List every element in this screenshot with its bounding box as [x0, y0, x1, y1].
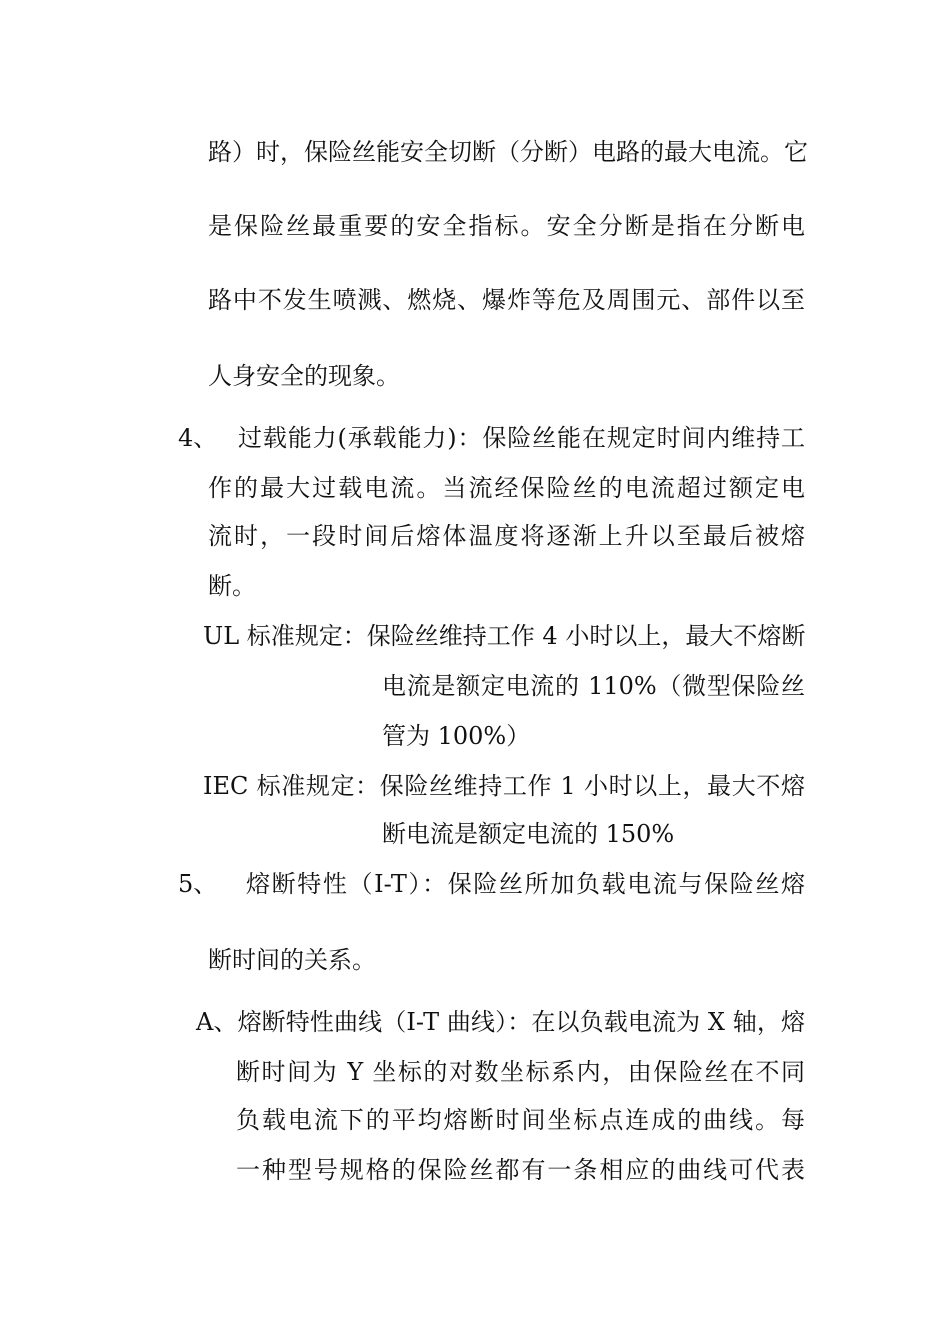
ul-standard-line: 电流是额定电流的 110%（微型保险丝: [382, 672, 805, 700]
iec-standard-line: 断电流是额定电流的 150%: [382, 820, 675, 848]
paragraph-line: 断。: [208, 572, 256, 600]
paragraph-line: 人身安全的现象。: [208, 362, 400, 390]
list-item-heading: 熔断特性（I-T）：保险丝所加负载电流与保险丝熔: [246, 870, 805, 898]
paragraph-line: 路）时，保险丝能安全切断（分断）电路的最大电流。它: [208, 138, 808, 166]
list-number: 5、: [178, 870, 218, 898]
paragraph-line: 路中不发生喷溅、燃烧、爆炸等危及周围元、部件以至: [208, 286, 805, 314]
list-number: 4、: [178, 424, 218, 452]
paragraph-line: 一种型号规格的保险丝都有一条相应的曲线可代表: [236, 1156, 805, 1184]
paragraph-line: 作的最大过载电流。当流经保险丝的电流超过额定电: [208, 474, 805, 502]
paragraph-line: 流时，一段时间后熔体温度将逐渐上升以至最后被熔: [208, 522, 805, 550]
paragraph-line: 断时间为 Y 坐标的对数坐标系内，由保险丝在不同: [236, 1058, 805, 1086]
paragraph-line: 负载电流下的平均熔断时间坐标点连成的曲线。每: [236, 1106, 805, 1134]
paragraph-line: 断时间的关系。: [208, 946, 376, 974]
ul-standard-line: UL 标准规定：保险丝维持工作 4 小时以上，最大不熔断: [203, 622, 806, 650]
list-item-heading: 过载能力(承载能力)：保险丝能在规定时间内维持工: [238, 424, 805, 452]
ul-standard-line: 管为 100%）: [382, 722, 531, 750]
sub-item-heading: A、熔断特性曲线（I-T 曲线）：在以负载电流为 X 轴，熔: [196, 1008, 805, 1036]
iec-standard-line: IEC 标准规定：保险丝维持工作 1 小时以上，最大不熔: [203, 772, 805, 800]
paragraph-line: 是保险丝最重要的安全指标。安全分断是指在分断电: [208, 212, 805, 240]
